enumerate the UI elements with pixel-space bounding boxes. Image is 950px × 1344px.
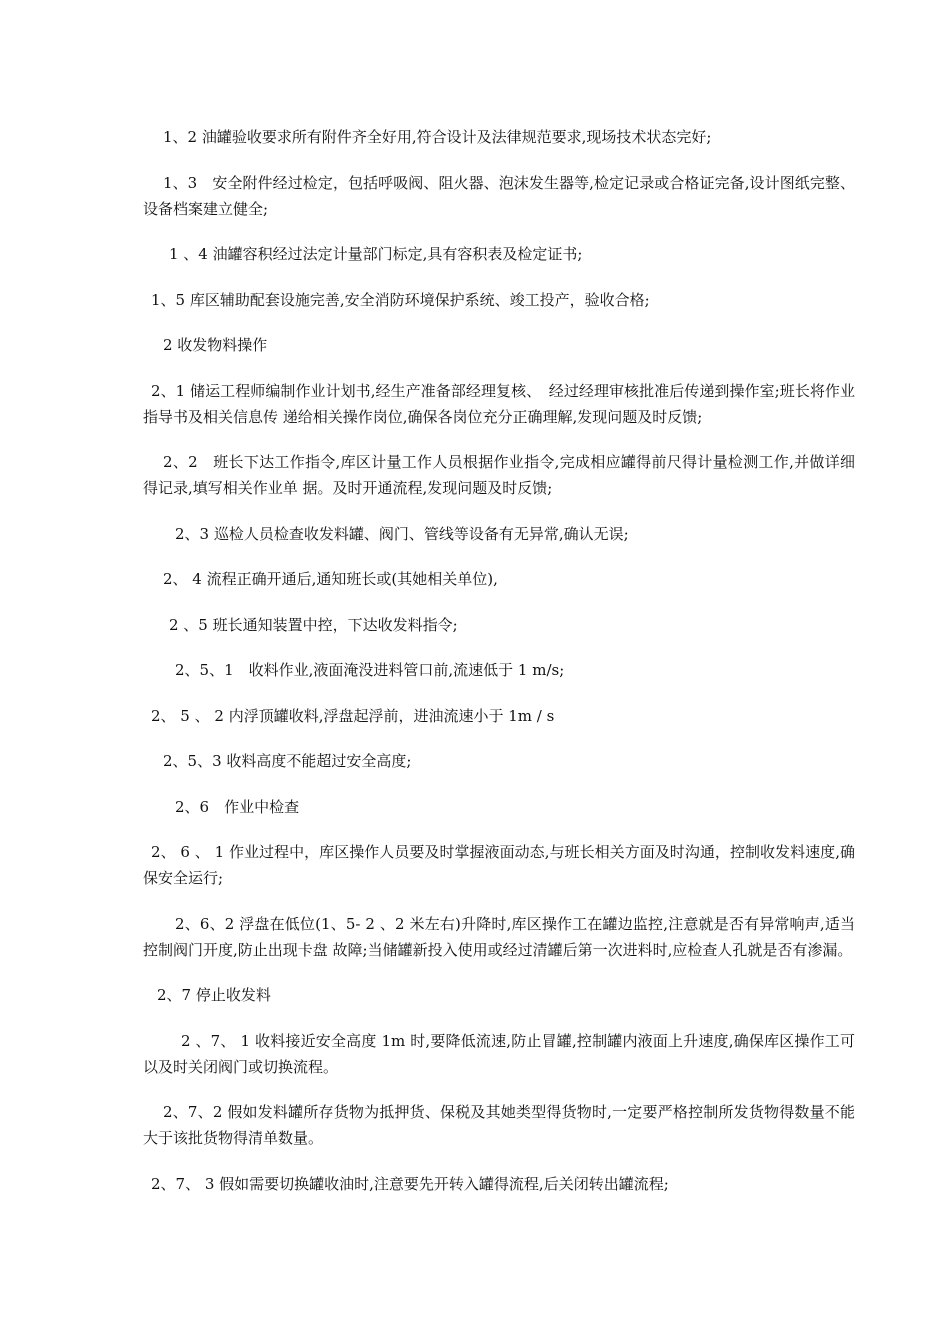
paragraph-1-4: 1 、4 油罐容积经过法定计量部门标定,具有容积表及检定证书; — [169, 245, 583, 263]
section-heading-2-6: 2、6 作业中检查 — [175, 797, 300, 816]
paragraph-2-5-2: 2、 5 、 2 内浮顶罐收料,浮盘起浮前，进油流速小于 1m / s — [151, 706, 555, 725]
paragraph-2-2: 2、2 班长下达工作指令,库区计量工作人员根据作业指令,完成相应罐得前尺得计量检测工作,并做详细得记录,填写相关作业单 据。及时开通流程,发现问题及时反馈; — [143, 453, 855, 497]
paragraph-2-7-1: 2 、7、 1 收料接近安全高度 1m 时,要降低流速,防止冒罐,控制罐内液面上升速度,确保库区操作工可以及时关闭阀门或切换流程。 — [143, 1031, 855, 1076]
paragraph-2-1: 2、1 储运工程师编制作业计划书,经生产准备部经理复核、 经过经理审核批准后传递到操作室;班长将作业指导书及相关信息传 递给相关操作岗位,确保各岗位充分正确理解,发现问题及时反馈; — [143, 381, 855, 426]
paragraph-2-5-1: 2、5、1 收料作业,液面淹没进料管口前,流速低于 1 m/s; — [175, 661, 565, 679]
paragraph-1-5: 1、5 库区辅助配套设施完善,安全消防环境保护系统、竣工投产，验收合格; — [151, 290, 650, 309]
paragraph-2-7-2: 2、7、2 假如发料罐所存货物为抵押货、保税及其她类型得货物时,一定要严格控制所发货物得数量不能大于该批货物得清单数量。 — [143, 1103, 855, 1147]
paragraph-2-7-3: 2、7、 3 假如需要切换罐收油时,注意要先开转入罐得流程,后关闭转出罐流程; — [151, 1174, 669, 1193]
paragraph-2-6-2: 2、6、2 浮盘在低位(1、5- 2 、2 米左右)升降时,库区操作工在罐边监控,注意就是否有异常响声,适当控制阀门开度,防止出现卡盘 故障;当储罐新投入使用或经过清罐后第一次进料时,应检查人孔就是否有渗漏。 — [143, 914, 855, 959]
paragraph-2-5: 2 、5 班长通知装置中控，下达收发料指令; — [169, 615, 458, 634]
section-heading-2: 2 收发物料操作 — [163, 336, 268, 354]
paragraph-2-3: 2、3 巡检人员检查收发料罐、阀门、管线等设备有无异常,确认无误; — [175, 524, 629, 543]
section-heading-2-7: 2、7 停止收发料 — [157, 986, 271, 1004]
paragraph-2-4: 2、 4 流程正确开通后,通知班长或(其她相关单位), — [163, 570, 498, 588]
paragraph-2-6-1: 2、 6 、 1 作业过程中，库区操作人员要及时掌握液面动态,与班长相关方面及时沟通，控制收发料速度,确保安全运行; — [143, 843, 855, 887]
paragraph-1-2: 1、2 油罐验收要求所有附件齐全好用,符合设计及法律规范要求,现场技术状态完好; — [163, 128, 712, 146]
paragraph-2-5-3: 2、5、3 收料高度不能超过安全高度; — [163, 752, 412, 770]
paragraph-1-3: 1、3 安全附件经过检定，包括呼吸阀、阻火器、泡沫发生器等,检定记录或合格证完备,设计图纸完整、设备档案建立健全; — [143, 173, 855, 218]
document-body — [143, 124, 855, 1216]
